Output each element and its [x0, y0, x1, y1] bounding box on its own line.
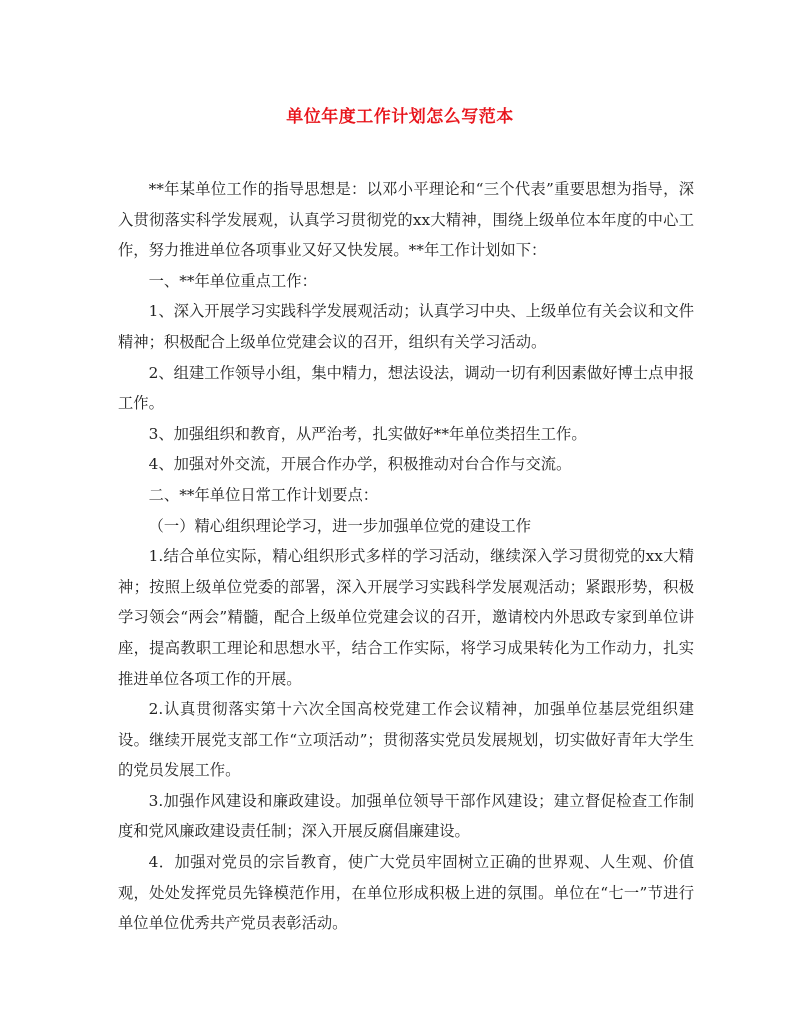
- paragraph-intro: **年某单位工作的指导思想是：以邓小平理论和“三个代表”重要思想为指导，深入贯彻落实科学发展观，认真学习贯彻党的xx大精神，围绕上级单位本年度的中心工作，努力推进单位各项事业又好又快发展。**年工作计划如下：: [118, 180, 694, 260]
- paragraph-item-4: 4、加强对外交流，开展合作办学，积极推动对台合作与交流。: [148, 455, 572, 474]
- document-title: 单位年度工作计划怎么写范本: [286, 107, 514, 127]
- subsection-heading-1: （一）精心组织理论学习，进一步加强单位党的建设工作: [148, 516, 532, 535]
- document-body: [118, 174, 694, 939]
- paragraph-item-2: 2、组建工作领导小组，集中精力，想法设法，调动一切有利因素做好博士点申报工作。: [118, 363, 694, 413]
- paragraph-subitem-4: 4．加强对党员的宗旨教育，使广大党员牢固树立正确的世界观、人生观、价值观，处处发挥党员先锋模范作用，在单位形成积极上进的氛围。单位在“七一”节进行单位单位优秀共产党员表彰活动。: [118, 853, 694, 933]
- paragraph-item-3: 3、加强组织和教育，从严治考，扎实做好**年单位类招生工作。: [148, 424, 587, 443]
- paragraph-subitem-3: 3.加强作风建设和廉政建设。加强单位领导干部作风建设；建立督促检查工作制度和党风廉政建设责任制；深入开展反腐倡廉建设。: [118, 791, 694, 841]
- paragraph-subitem-2: 2.认真贯彻落实第十六次全国高校党建工作会议精神，加强单位基层党组织建设。继续开展党支部工作“立项活动”；贯彻落实党员发展规划，切实做好青年大学生的党员发展工作。: [118, 700, 694, 780]
- paragraph-subitem-1: 1.结合单位实际，精心组织形式多样的学习活动，继续深入学习贯彻党的xx大精神；按照上级单位党委的部署，深入开展学习实践科学发展观活动；紧跟形势，积极学习领会“两会”精髓，配合上级单位党建会议的召开，邀请校内外思政专家到单位讲座，提高教职工理论和思想水平，结合工作实际，将学习成果转化为工作动力，扎实推进单位各项工作的开展。: [118, 547, 694, 688]
- paragraph-item-1: 1、深入开展学习实践科学发展观活动；认真学习中央、上级单位有关会议和文件精神；积极配合上级单位党建会议的召开，组织有关学习活动。: [118, 302, 694, 351]
- section-heading-2: 二、**年单位日常工作计划要点：: [148, 485, 379, 504]
- section-heading-1: 一、**年单位重点工作：: [148, 271, 317, 290]
